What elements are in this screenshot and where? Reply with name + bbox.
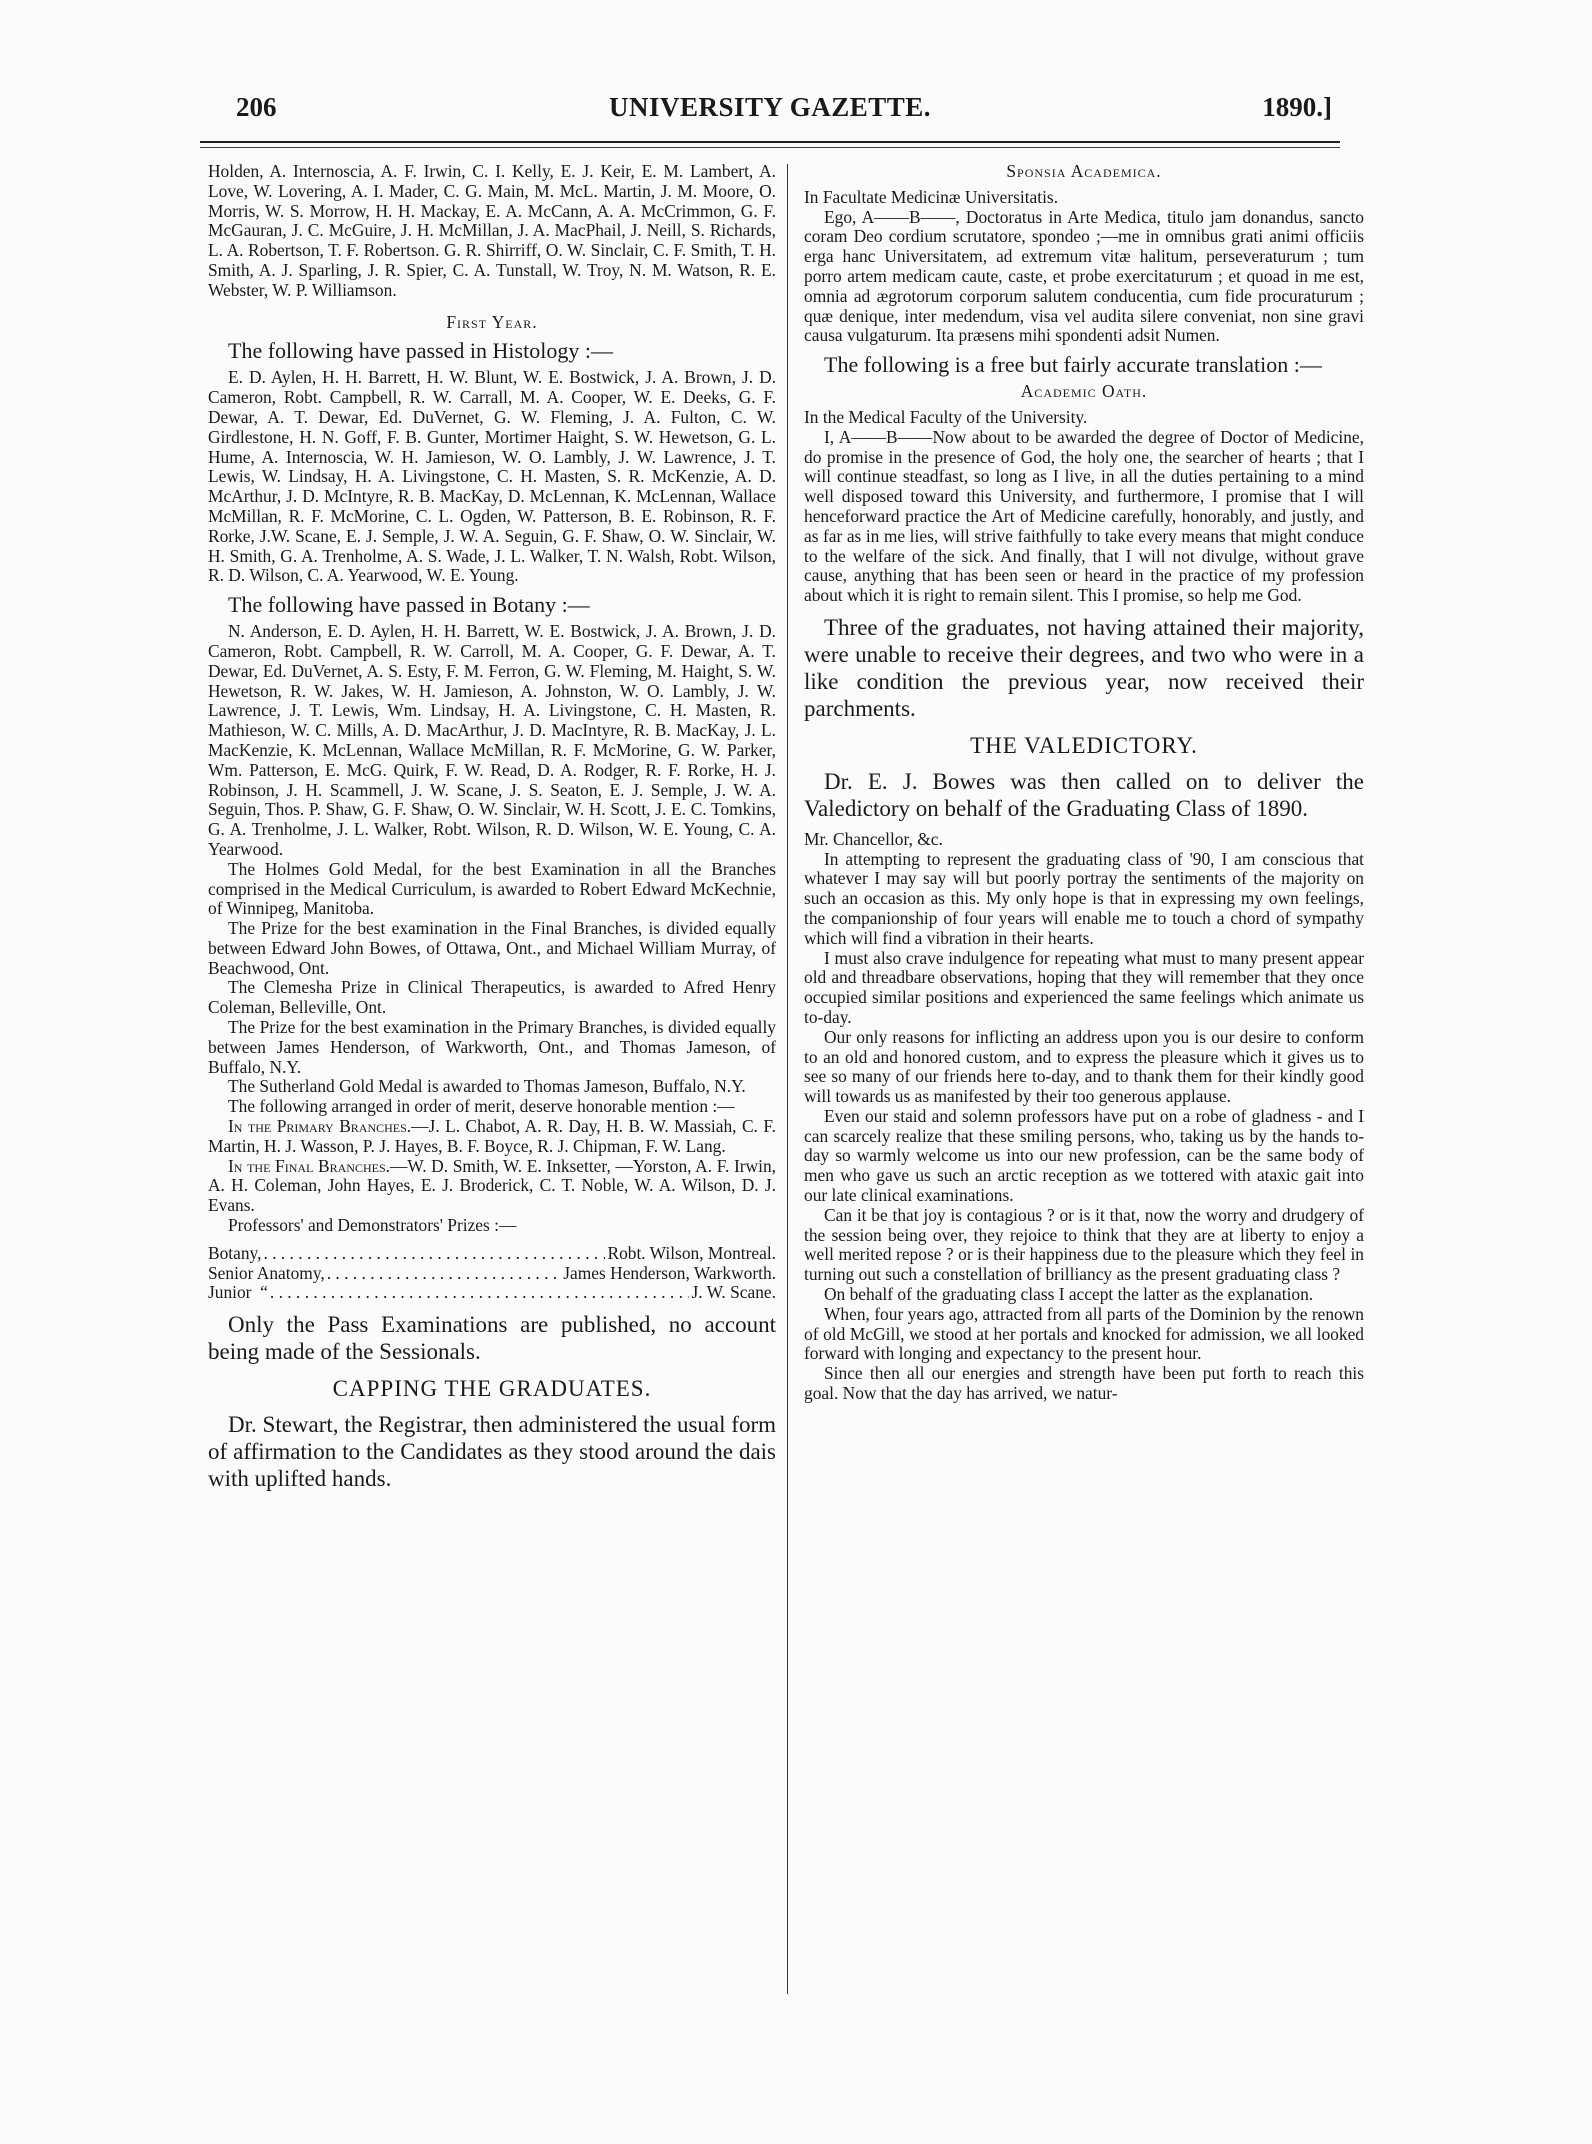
prize-list [208, 1244, 776, 1303]
salutation: Mr. Chancellor, &c. [804, 828, 943, 849]
prize-row [208, 1264, 776, 1284]
pass-note: Only the Pass Examinations are published, no account being made of the Sessionals. [208, 1312, 776, 1365]
valedictory-paragraph: Our only reasons for inflicting an address upon you is our desire to conform to an old and honored custom, and to express the pleasure which it gives us to see so many of our friends here to-day, and to thank them for their kindly good will towards us as manifested by their too generous applause. [804, 1026, 1364, 1107]
column-divider [787, 164, 788, 1994]
primary-label: In the Primary Branches. [228, 1116, 412, 1137]
final-honorable [208, 1157, 776, 1216]
valedictory-paragraph: On behalf of the graduating class I accept the latter as the explanation. [824, 1284, 1314, 1305]
holmes-medal: The Holmes Gold Medal, for the best Examination in all the Branches comprised in the Medical Curriculum, is awarded to Robert Edward McKechnie, of Winnipeg, Manitoba. [208, 858, 776, 919]
capping-text: Dr. Stewart, the Registrar, then administered the usual form of affirmation to the Candidates as they stood around the dais with uplifted hands. [208, 1412, 776, 1492]
honorable-mention-intro: The following arranged in order of merit, deserve honorable mention :— [228, 1096, 735, 1117]
leader-dots [270, 1283, 690, 1303]
oath-heading: Academic Oath. [1020, 381, 1148, 402]
primary-branches-prize: The Prize for the best examination in the Primary Branches, is divided equally between James Henderson, of Warkworth, Ont., and Thomas Jameson, of Buffalo, N.Y. [208, 1017, 776, 1077]
majority-text: Three of the graduates, not having attained their majority, were unable to receive their degrees, and two who were in a like condition the previous year, now received their parchments. [804, 614, 1364, 721]
valedictory-heading: THE VALEDICTORY. [970, 732, 1198, 758]
left-column [208, 162, 776, 1492]
pass-list-continued: Holden, A. Internoscia, A. F. Irwin, C. I. Kelly, E. J. Keir, E. M. Lambert, A. Love, W. Lovering, A. I. Mader, C. G. Main, M. McL. Martin, J. M. Moore, O. Morris, W. S. Morrow, H. H. Mackay, E. A. McCann, A. A. McCrimmon, G. F. McGauran, J. C. McGuire, J. H. McMillan, J. A. MacPhail, J. Neill, S. Richards, L. A. Robertson, T. F. Robertson. G. R. Shirriff, O. W. Sinclair, C. F. Smith, T. H. Smith, A. J. Sparling, J. R. Spier, C. A. Tunstall, W. Troy, N. M. Watson, R. E. Webster, W. P. Williamson. [208, 161, 776, 300]
botany-names: N. Anderson, E. D. Aylen, H. H. Barrett, W. E. Bostwick, J. A. Brown, J. D. Cameron, Robt. Campbell, R. W. Carroll, M. A. Cooper, G. F. Dewar, A. T. Dewar, Ed. DuVernet, A. S. Esty, F. M. Ferron, G. W. Fleming, M. Haight, S. W. Hewetson, R. W. Jakes, W. H. Jamieson, A. Johnston, W. O. Lambly, J. W. Lawrence, J. T. Lewis, Wm. Lindsay, H. A. Livingstone, C. H. Masten, R. Mathieson, W. C. Mills, A. D. MacArthur, J. D. MacIntyre, R. B. MacKay, J. L. MacKenzie, K. McLennan, Wallace McMillan, R. F. McMorine, G. W. Parker, Wm. Patterson, E. McG. Quirk, F. W. Read, D. A. Rodger, R. F. Rorke, H. J. Robinson, J. H. Scammell, J. W. Scane, J. S. Seaton, E. J. Semple, J. W. A. Seguin, Thos. P. Shaw, G. F. Shaw, O. W. Sinclair, W. H. Scott, J. E. C. Tomkins, G. A. Trenholme, J. L. Walker, Robt. Wilson, R. D. Wilson, W. E. Young, C. A. Yearwood. [208, 621, 776, 859]
final-branches-prize: The Prize for the best examination in the Final Branches, is divided equally between Edward John Bowes, of Ottawa, Ont., and Michael William Murray, of Beachwood, Ont. [208, 918, 776, 978]
sponsio-text: Ego, A——B——, Doctoratus in Arte Medica, titulo jam donandus, sancto coram Deo cordium scrutatore, spondeo ;—me in omnibus grati animi officiis erga hanc Universitatem, ad extremum vitæ halitum, perseveraturum ; tum porro artem medicam caute, caste, et probe exercitaturum ; et quoad in me est, omnia ad ægrotorum corporum salutem conducentia, cum fide procuraturum ; quæ denique, inter medendum, visa vel audita silere conveniat, non sine gravi causa vulgaturum. Ita præsens mihi spondenti adsit Numen. [804, 206, 1364, 346]
botany-intro: The following have passed in Botany :— [228, 592, 590, 618]
sponsio-faculty: In Facultate Medicinæ Universitatis. [804, 186, 1059, 207]
valedictory-paragraph: I must also crave indulgence for repeating what must to many present appear old and threadbare observations, hoping that they will remember that they once occupied similar positions and experienced the same feelings which animate us to-day. [804, 947, 1364, 1027]
first-year-heading: First Year. [446, 311, 538, 332]
header-rule [200, 141, 1340, 143]
valedictory-paragraph: Even our staid and solemn professors have put on a robe of gladness - and I can scarcely realize that these smiling persons, who, taking us by the hands to-day so warmly welcome us into our new profession, can be the same body of men who gave us such an arctic reception as we tottered with ataxic gait into our late clinical examinations. [804, 1105, 1364, 1206]
prize-row [208, 1283, 776, 1303]
oath-text: I, A——B——Now about to be awarded the degree of Doctor of Medicine, do promise in the presence of God, the holy one, the searcher of hearts ; that I will continue steadfast, so long as I live, in all the duties pertaining to a mind well disposed toward this University, and furthermore, I promise that I will henceforward practice the Art of Medicine carefully, honorably, and justly, and as far as in me lies, will strive faithfully to take every means that might conduce to the welfare of the sick. And finally, that I will not divulge, without grave cause, anything that has been seen or heard in the practice of my profession about which it is right to remain silent. This I promise, so help me God. [804, 426, 1364, 606]
prize-winner: James Henderson, Warkworth. [563, 1262, 776, 1283]
capping-heading: CAPPING THE GRADUATES. [332, 1376, 652, 1402]
histology-intro: The following have passed in Histology :— [228, 338, 613, 364]
primary-honorable [208, 1117, 776, 1157]
oath-faculty: In the Medical Faculty of the University. [804, 406, 1088, 427]
valedictory-paragraph: In attempting to represent the graduating class of '90, I am conscious that whatever I may say will but poorly portray the sentiments of the majority on such an occasion as this. My only hope is that in expressing my own feelings, the companionship of four years will enable me to touch a chord of sympathy which will find a vibration in their hearts. [804, 848, 1364, 948]
final-label: In the Final Branches. [228, 1155, 390, 1176]
right-column [804, 162, 1364, 1404]
header-rule-thin [200, 147, 1340, 148]
page-number: 206 [236, 92, 277, 122]
valedictory-intro: Dr. E. J. Bowes was then called on to deliver the Valedictory on behalf of the Graduating Class of 1890. [804, 768, 1364, 821]
running-head [200, 92, 1340, 132]
prize-winner: J. W. Scane. [691, 1282, 776, 1303]
issue-year: 1890.] [1262, 92, 1332, 122]
valedictory-paragraph: Since then all our energies and strength have been put forth to reach this goal. Now that the day has arrived, we natur- [804, 1363, 1364, 1404]
histology-names: E. D. Aylen, H. H. Barrett, H. W. Blunt, W. E. Bostwick, J. A. Brown, J. D. Cameron, Robt. Campbell, R. W. Carrall, M. A. Cooper, W. E. Deeks, G. F. Dewar, A. T. Dewar, Ed. DuVernet, G. W. Fleming, J. A. Fulton, C. W. Girdlestone, H. N. Goff, F. B. Gunter, Mortimer Haight, S. W. Hewetson, G. L. Hume, A. Internoscia, W. H. Jamieson, W. O. Lambly, J. W. Lawrence, J. T. Lewis, W. Lindsay, H. A. Livingstone, C. H. Masten, S. R. McKenzie, A. D. McArthur, J. D. McIntyre, R. B. MacKay, D. McLennan, K. McLennan, Wallace McMillan, R. F. McMorine, C. L. Ogden, W. Patterson, B. E. Robinson, R. F. Rorke, J.W. Scane, E. J. Semple, J. W. A. Seguin, G. F. Shaw, O. W. Sinclair, W. H. Smith, G. A. Trenholme, A. S. Wade, J. L. Walker, T. N. Walsh, Robt. Wilson, R. D. Wilson, C. A. Yearwood, W. E. Young. [208, 367, 776, 586]
prof-prizes-intro: Professors' and Demonstrators' Prizes :— [228, 1215, 517, 1236]
prize-subject: Senior Anatomy, [208, 1262, 325, 1283]
prize-subject: Botany, [208, 1242, 262, 1263]
valedictory-paragraph: Can it be that joy is contagious ? or is it that, now the worry and drudgery of the session being over, they rejoice to think that they are at liberty to enjoy a well merited repose ? or is their happiness due to the pleasure which they feel in turning out such a constellation of brilliancy as the present graduating class ? [804, 1204, 1364, 1285]
sutherland-medal: The Sutherland Gold Medal is awarded to Thomas Jameson, Buffalo, N.Y. [228, 1076, 746, 1097]
prize-winner: Robt. Wilson, Montreal. [607, 1242, 776, 1263]
final-names: —W. D. Smith, W. E. Inksetter, —Yorston, A. F. Irwin, A. H. Coleman, John Hayes, E. J. Broderick, C. T. Noble, W. A. Wilson, D. J. Evans. [208, 1155, 776, 1216]
sponsio-heading: Sponsia Academica. [1006, 161, 1162, 181]
primary-names: —J. L. Chabot, A. R. Day, H. B. W. Massiah, C. F. Martin, H. J. Wasson, P. J. Hayes, B. F. Boyce, R. J. Chipman, F. W. Lang. [208, 1116, 776, 1156]
leader-dots [263, 1244, 605, 1264]
translation-intro: The following is a free but fairly accurate translation :— [824, 352, 1322, 378]
prize-subject: Junior “ [208, 1282, 268, 1303]
clemesha-prize: The Clemesha Prize in Clinical Therapeutics, is awarded to Afred Henry Coleman, Belleville, Ont. [208, 977, 776, 1018]
masthead: UNIVERSITY GAZETTE. [608, 92, 932, 122]
valedictory-paragraph: When, four years ago, attracted from all parts of the Dominion by the renown of old McGill, we stood at her portals and knocked for admission, we all looked forward with longing and expectancy to the present hour. [804, 1303, 1364, 1364]
prize-row [208, 1244, 776, 1264]
leader-dots [327, 1264, 562, 1284]
